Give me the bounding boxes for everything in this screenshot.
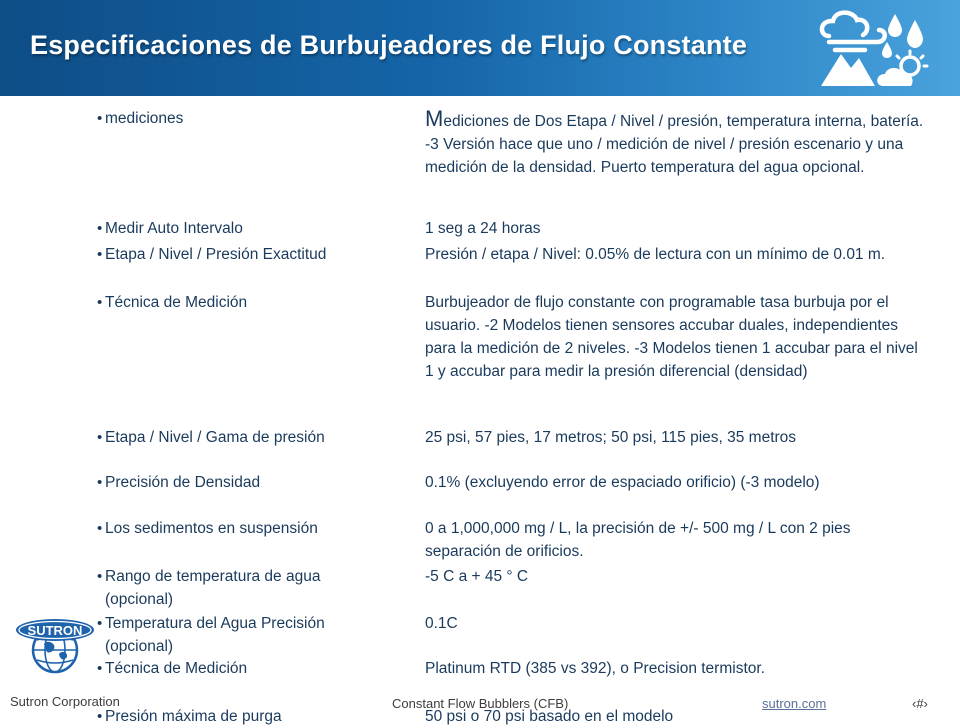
- bullet-icon: •: [97, 660, 103, 677]
- spec-label-text: Técnica de Medición: [105, 660, 248, 677]
- spec-label: [97, 107, 385, 130]
- spec-value: Burbujeador de flujo constante con programable tasa burbuja por el usuario. -2 Modelos tienen sensores accubar duales, independientes para la medición de 2 niveles. -3 Modelos tienen 1 accubar para el nivel 1 y accubar para medir la presión diferencial (densidad): [425, 294, 918, 380]
- page-title: Especificaciones de Burbujeadores de Flujo Constante: [30, 30, 748, 60]
- spec-label: [97, 565, 385, 611]
- spec-value: 0.1C: [425, 615, 458, 632]
- spec-value: -5 C a + 45 ° C: [425, 568, 529, 585]
- spec-value: 0.1% (excluyendo error de espaciado orificio) (-3 modelo): [425, 474, 820, 491]
- spec-value: 1 seg a 24 horas: [425, 220, 541, 237]
- spec-label-text: Etapa / Nivel / Gama de presión: [105, 429, 325, 446]
- spec-value-initial: M: [425, 106, 444, 131]
- bullet-icon: •: [97, 294, 103, 311]
- footer-company: Sutron Corporation: [10, 694, 120, 709]
- bullet-icon: •: [97, 520, 103, 537]
- sutron-logo: [14, 614, 96, 679]
- spec-label: [97, 517, 385, 540]
- spec-value: 50 psi o 70 psi basado en el modelo: [425, 708, 674, 725]
- spec-label-text: Rango de temperatura de agua (opcional): [105, 568, 321, 608]
- bullet-icon: •: [97, 474, 103, 491]
- bullet-icon: •: [97, 708, 103, 725]
- spec-label: [97, 612, 385, 658]
- spec-label-text: Medir Auto Intervalo: [105, 220, 243, 237]
- spec-value: Platinum RTD (385 vs 392), o Precision termistor.: [425, 660, 765, 677]
- spec-value: [425, 107, 925, 179]
- spec-value: Presión / etapa / Nivel: 0.05% de lectura con un mínimo de 0.01 m.: [425, 246, 886, 263]
- bullet-icon: •: [97, 429, 103, 446]
- spec-value: 0 a 1,000,000 mg / L, la precisión de +/- 500 mg / L con 2 pies separación de orificios.: [425, 520, 851, 560]
- bullet-icon: •: [97, 220, 103, 237]
- spec-label: [97, 471, 385, 494]
- bullet-icon: •: [97, 246, 103, 263]
- spec-label: [97, 705, 385, 728]
- spec-label-text: Los sedimentos en suspensión: [105, 520, 318, 537]
- footer-doc-title: Constant Flow Bubblers (CFB): [392, 696, 569, 711]
- logo-text: SUTRON: [27, 623, 83, 638]
- sutron-globe-logo: [14, 614, 96, 674]
- footer-page-number: ‹#›: [912, 696, 928, 711]
- spec-label: [97, 217, 385, 240]
- spec-label-text: Técnica de Medición: [105, 294, 248, 311]
- footer-website-link[interactable]: sutron.com: [762, 696, 827, 711]
- spec-label-text: Presión máxima de purga: [105, 708, 282, 725]
- spec-label: [97, 426, 385, 449]
- spec-label-text: Precisión de Densidad: [105, 474, 261, 491]
- spec-value: 25 psi, 57 pies, 17 metros; 50 psi, 115 pies, 35 metros: [425, 429, 797, 446]
- spec-label: [97, 291, 385, 314]
- spec-label-text: mediciones: [105, 110, 184, 127]
- spec-label-text: Temperatura del Agua Precisión (opcional): [105, 615, 325, 655]
- spec-label-text: Etapa / Nivel / Presión Exactitud: [105, 246, 327, 263]
- bullet-icon: •: [97, 110, 103, 127]
- spec-value-text: ediciones de Dos Etapa / Nivel / presión, temperatura interna, batería. -3 Versión hace que uno / medición de nivel / presión escenario y una medición de la densidad. Puerto temperatura del agua opcional.: [425, 113, 924, 176]
- spec-label: [97, 657, 385, 680]
- bullet-icon: •: [97, 615, 103, 632]
- spec-label: [97, 243, 385, 266]
- bullet-icon: •: [97, 568, 103, 585]
